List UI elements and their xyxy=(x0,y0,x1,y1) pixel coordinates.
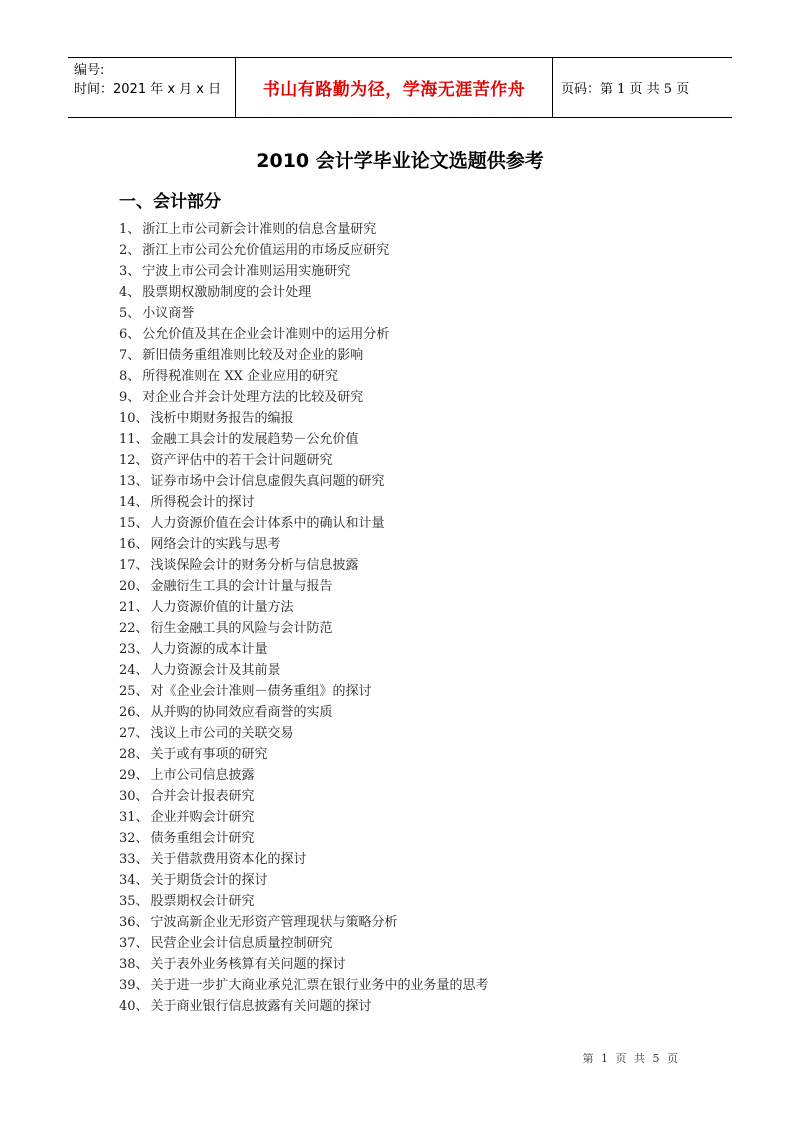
topic-item xyxy=(119,828,489,849)
topic-text: 浅谈保险会计的财务分析与信息披露 xyxy=(150,558,359,573)
topic-number: 10、 xyxy=(119,411,149,426)
topic-item xyxy=(119,786,489,807)
topic-number: 12、 xyxy=(119,453,149,468)
topic-item xyxy=(119,240,489,261)
topic-number: 38、 xyxy=(119,957,149,972)
topic-item xyxy=(119,282,489,303)
topic-item xyxy=(119,807,489,828)
topic-item xyxy=(119,954,489,975)
topic-item xyxy=(119,660,489,681)
header-meta xyxy=(68,58,236,117)
topic-text: 所得税准则在 XX 企业应用的研究 xyxy=(142,369,339,384)
topic-number: 26、 xyxy=(119,705,149,720)
topic-item xyxy=(119,492,489,513)
header-table xyxy=(68,57,732,118)
topic-text: 浅议上市公司的关联交易 xyxy=(150,726,294,741)
topic-item xyxy=(119,534,489,555)
topic-item xyxy=(119,303,489,324)
topic-text: 关于表外业务核算有关问题的探讨 xyxy=(150,957,346,972)
topic-item xyxy=(119,429,489,450)
topic-number: 22、 xyxy=(119,621,149,636)
topic-text: 上市公司信息披露 xyxy=(150,768,255,783)
topic-text: 公允价值及其在企业会计准则中的运用分析 xyxy=(142,327,390,342)
topic-list xyxy=(119,219,489,1017)
topic-item xyxy=(119,618,489,639)
topic-text: 衍生金融工具的风险与会计防范 xyxy=(150,621,333,636)
topic-item xyxy=(119,513,489,534)
topic-number: 24、 xyxy=(119,663,149,678)
topic-number: 36、 xyxy=(119,915,149,930)
topic-text: 合并会计报表研究 xyxy=(150,789,255,804)
topic-item xyxy=(119,576,489,597)
topic-item xyxy=(119,723,489,744)
topic-number: 7、 xyxy=(119,348,141,363)
topic-number: 11、 xyxy=(119,432,149,447)
topic-text: 人力资源的成本计量 xyxy=(150,642,268,657)
topic-number: 34、 xyxy=(119,873,149,888)
topic-item xyxy=(119,744,489,765)
topic-text: 民营企业会计信息质量控制研究 xyxy=(150,936,333,951)
topic-number: 40、 xyxy=(119,999,149,1014)
topic-number: 6、 xyxy=(119,327,141,342)
topic-text: 对企业合并会计处理方法的比较及研究 xyxy=(142,390,364,405)
topic-text: 对《企业会计准则－债务重组》的探讨 xyxy=(150,684,372,699)
topic-item xyxy=(119,219,489,240)
topic-text: 关于或有事项的研究 xyxy=(150,747,268,762)
topic-text: 人力资源价值的计量方法 xyxy=(150,600,294,615)
topic-item xyxy=(119,765,489,786)
topic-text: 所得税会计的探讨 xyxy=(150,495,255,510)
topic-item xyxy=(119,912,489,933)
topic-text: 金融工具会计的发展趋势－公允价值 xyxy=(150,432,359,447)
topic-number: 35、 xyxy=(119,894,149,909)
topic-item xyxy=(119,870,489,891)
topic-text: 浙江上市公司新会计准则的信息含量研究 xyxy=(142,222,377,237)
topic-number: 16、 xyxy=(119,537,149,552)
topic-item xyxy=(119,366,489,387)
topic-item xyxy=(119,702,489,723)
topic-item xyxy=(119,639,489,660)
time-label: 时间：2021 年 x 月 x 日 xyxy=(74,82,222,97)
topic-text: 股票期权激励制度的会计处理 xyxy=(142,285,312,300)
topic-text: 小议商誉 xyxy=(142,306,195,321)
topic-number: 21、 xyxy=(119,600,149,615)
serial-label: 编号: xyxy=(74,63,105,78)
topic-number: 32、 xyxy=(119,831,149,846)
topic-item xyxy=(119,387,489,408)
header-page-label: 页码：第 1 页 共 5 页 xyxy=(561,82,690,97)
topic-text: 股票期权会计研究 xyxy=(150,894,255,909)
topic-item xyxy=(119,345,489,366)
page-footer: 第 1 页 共 5 页 xyxy=(582,1052,680,1065)
topic-item xyxy=(119,450,489,471)
topic-text: 债务重组会计研究 xyxy=(150,831,255,846)
topic-number: 31、 xyxy=(119,810,149,825)
topic-number: 28、 xyxy=(119,747,149,762)
topic-item xyxy=(119,261,489,282)
topic-item xyxy=(119,324,489,345)
topic-item xyxy=(119,555,489,576)
topic-number: 4、 xyxy=(119,285,141,300)
topic-number: 1、 xyxy=(119,222,141,237)
topic-number: 8、 xyxy=(119,369,141,384)
topic-text: 关于期货会计的探讨 xyxy=(150,873,268,888)
topic-text: 宁波高新企业无形资产管理现状与策略分析 xyxy=(150,915,398,930)
topic-text: 宁波上市公司会计准则运用实施研究 xyxy=(142,264,351,279)
topic-item xyxy=(119,849,489,870)
topic-text: 新旧债务重组准则比较及对企业的影响 xyxy=(142,348,364,363)
topic-item xyxy=(119,975,489,996)
topic-number: 15、 xyxy=(119,516,149,531)
topic-item xyxy=(119,408,489,429)
section-heading: 一、会计部分 xyxy=(119,192,221,212)
topic-text: 从并购的协同效应看商誉的实质 xyxy=(150,705,333,720)
topic-number: 9、 xyxy=(119,390,141,405)
topic-item xyxy=(119,891,489,912)
page-title: 2010 会计学毕业论文选题供参考 xyxy=(256,150,544,172)
topic-item xyxy=(119,597,489,618)
topic-text: 浅析中期财务报告的编报 xyxy=(150,411,294,426)
topic-text: 人力资源价值在会计体系中的确认和计量 xyxy=(150,516,385,531)
topic-number: 29、 xyxy=(119,768,149,783)
topic-number: 17、 xyxy=(119,558,149,573)
topic-text: 企业并购会计研究 xyxy=(150,810,255,825)
topic-text: 网络会计的实践与思考 xyxy=(150,537,281,552)
topic-number: 20、 xyxy=(119,579,149,594)
topic-text: 金融衍生工具的会计计量与报告 xyxy=(150,579,333,594)
topic-item xyxy=(119,681,489,702)
topic-number: 5、 xyxy=(119,306,141,321)
topic-text: 证券市场中会计信息虚假失真问题的研究 xyxy=(150,474,385,489)
topic-number: 23、 xyxy=(119,642,149,657)
topic-number: 25、 xyxy=(119,684,149,699)
topic-text: 关于借款费用资本化的探讨 xyxy=(150,852,307,867)
topic-number: 14、 xyxy=(119,495,149,510)
topic-number: 27、 xyxy=(119,726,149,741)
topic-item xyxy=(119,471,489,492)
topic-text: 资产评估中的若干会计问题研究 xyxy=(150,453,333,468)
topic-number: 33、 xyxy=(119,852,149,867)
topic-item xyxy=(119,996,489,1017)
header-motto: 书山有路勤为径，学海无涯苦作舟 xyxy=(236,58,553,117)
topic-item xyxy=(119,933,489,954)
topic-text: 浙江上市公司公允价值运用的市场反应研究 xyxy=(142,243,390,258)
topic-number: 37、 xyxy=(119,936,149,951)
topic-number: 39、 xyxy=(119,978,149,993)
topic-text: 关于商业银行信息披露有关问题的探讨 xyxy=(150,999,372,1014)
topic-text: 人力资源会计及其前景 xyxy=(150,663,281,678)
topic-number: 13、 xyxy=(119,474,149,489)
topic-text: 关于进一步扩大商业承兑汇票在银行业务中的业务量的思考 xyxy=(150,978,489,993)
topic-number: 3、 xyxy=(119,264,141,279)
topic-number: 30、 xyxy=(119,789,149,804)
topic-number: 2、 xyxy=(119,243,141,258)
